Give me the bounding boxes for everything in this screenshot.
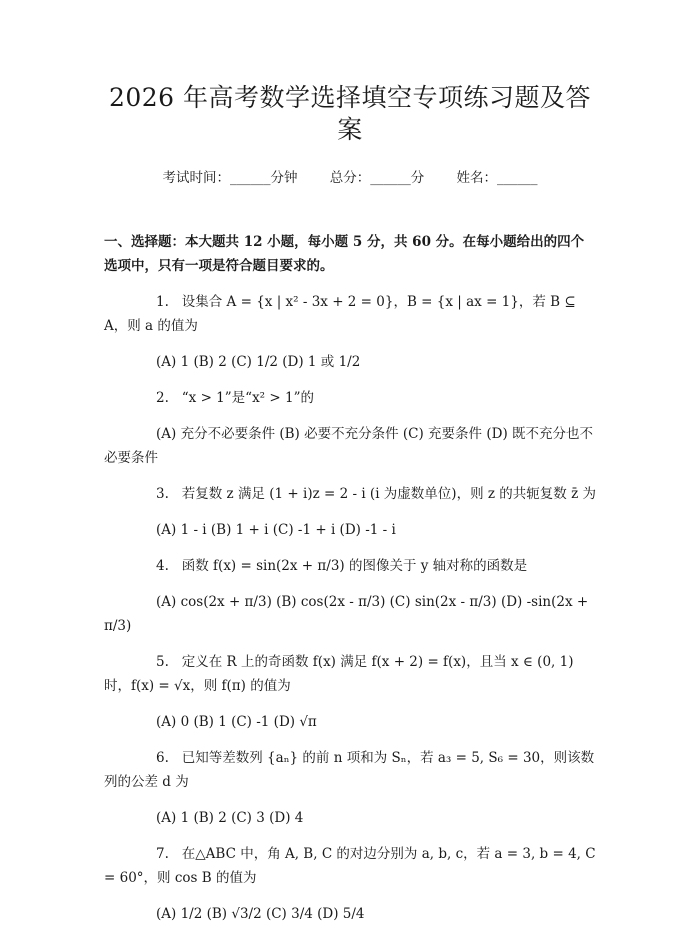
question-text: 若复数 z 满足 (1 + i)z = 2 - i (i 为虚数单位)，则 z 的共轭复数 z̄ 为 xyxy=(181,486,596,502)
question-options: (A) 1 - i (B) 1 + i (C) -1 + i (D) -1 - i xyxy=(156,522,396,538)
exam-time: 考试时间：______分钟 xyxy=(162,170,298,186)
question-options: (A) 1/2 (B) √3/2 (C) 3/4 (D) 5/4 xyxy=(156,906,365,922)
question-text: “x > 1”是“x² > 1”的 xyxy=(181,390,314,406)
question-text: 定义在 R 上的奇函数 f(x) 满足 f(x + 2) = f(x)，且当 x ∈ (0, 1) 时，f(x) = √x，则 f(π) 的值为 xyxy=(104,654,574,694)
question-number: 4. xyxy=(156,558,169,574)
exam-meta xyxy=(104,168,596,188)
question-options: (A) 充分不必要条件 (B) 必要不充分条件 (C) 充要条件 (D) 既不充分也不必要条件 xyxy=(104,426,593,466)
student-name: 姓名：______ xyxy=(456,170,538,186)
question-options: (A) 0 (B) 1 (C) -1 (D) √π xyxy=(156,714,317,730)
section-heading: 一、选择题：本大题共 12 小题，每小题 5 分，共 60 分。在每小题给出的四个选项中，只有一项是符合题目要求的。 xyxy=(104,234,585,274)
question-options: (A) cos(2x + π/3) (B) cos(2x - π/3) (C) sin(2x - π/3) (D) -sin(2x + π/3) xyxy=(104,594,589,634)
question-number: 1. xyxy=(156,294,169,310)
question-stem xyxy=(104,386,596,410)
exam-score: 总分：______分 xyxy=(329,170,425,186)
question-number: 5. xyxy=(156,654,169,670)
question-text: 已知等差数列 {aₙ} 的前 n 项和为 Sₙ，若 a₃ = 5, S₆ = 30，则该数列的公差 d 为 xyxy=(104,750,595,790)
question-list xyxy=(104,290,596,926)
question-number: 2. xyxy=(156,390,169,406)
question-stem xyxy=(104,482,596,506)
question-text: 在△ABC 中，角 A, B, C 的对边分别为 a, b, c，若 a = 3, b = 4, C = 60°，则 cos B 的值为 xyxy=(104,846,596,886)
question-options: (A) 1 (B) 2 (C) 1/2 (D) 1 或 1/2 xyxy=(156,354,361,370)
question-text: 设集合 A = {x | x² - 3x + 2 = 0}，B = {x | ax = 1}，若 B ⊆ A，则 a 的值为 xyxy=(104,294,576,334)
page-title: 2026 年高考数学选择填空专项练习题及答案 xyxy=(108,83,592,144)
question-text: 函数 f(x) = sin(2x + π/3) 的图像关于 y 轴对称的函数是 xyxy=(181,558,528,574)
question-number: 3. xyxy=(156,486,169,502)
question-number: 6. xyxy=(156,750,169,766)
question-stem xyxy=(104,290,596,338)
question-stem xyxy=(104,842,596,890)
question-number: 7. xyxy=(156,846,169,862)
question-stem xyxy=(104,554,596,578)
question-options: (A) 1 (B) 2 (C) 3 (D) 4 xyxy=(156,810,304,826)
question-stem xyxy=(104,650,596,698)
question-stem xyxy=(104,746,596,794)
